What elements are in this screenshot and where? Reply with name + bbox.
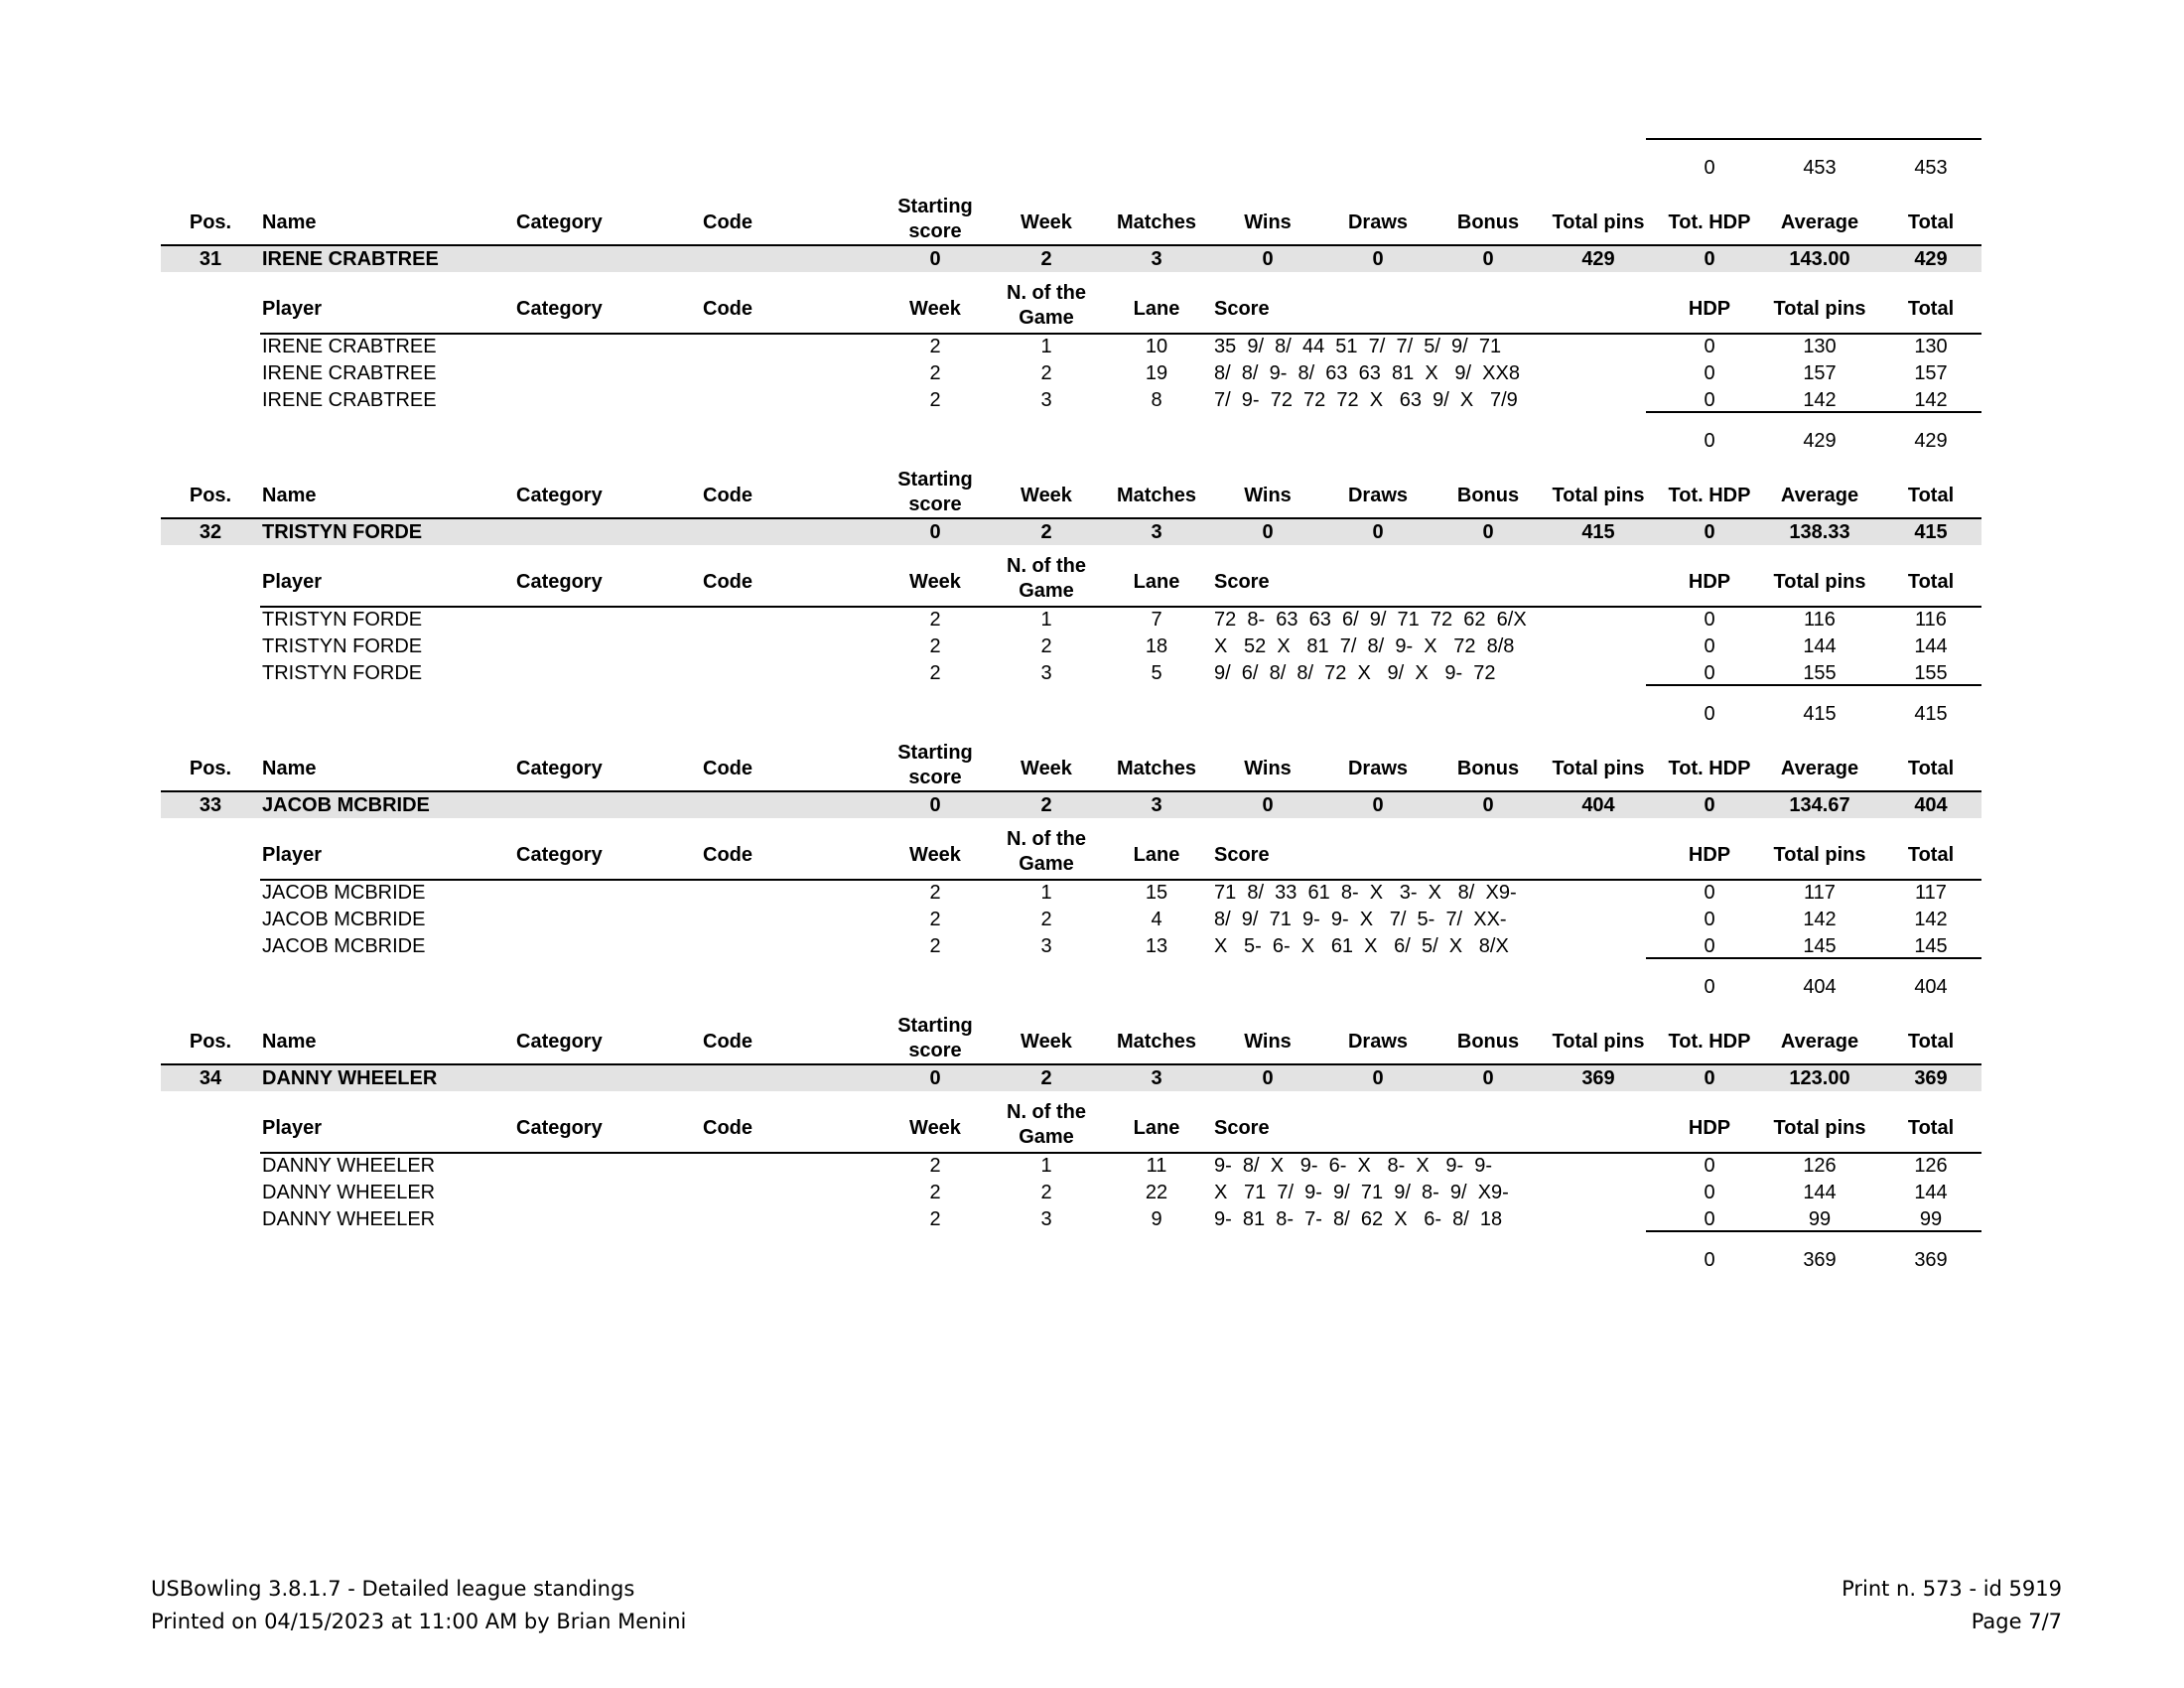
team-34-hdr-tot-hdp: Tot. HDP [1668, 1031, 1751, 1053]
team-33-ghdr-code: Code [703, 844, 752, 866]
team-32-hdr-average: Average [1780, 485, 1859, 506]
team-34-hdr-starting-score [866, 1014, 1005, 1063]
footer-print-id: Print n. 573 - id 5919 [1842, 1577, 2062, 1601]
team-34-average: 123.00 [1789, 1067, 1850, 1089]
team-31-hdr-bonus: Bonus [1456, 211, 1520, 233]
team-32-summary-hdp: 0 [1704, 703, 1715, 725]
team-34-hdr-starting-score-line1: Starting [897, 1015, 973, 1037]
team-32-hdr-starting-score [866, 468, 1005, 517]
team-31-draws: 0 [1372, 248, 1384, 270]
team-31-starting: 0 [929, 248, 941, 270]
team-31-game-3-week: 2 [929, 389, 941, 411]
carry-totals-rule [1646, 138, 1981, 140]
team-33-ghdr-game [977, 827, 1116, 877]
team-32-game-2-score: X 52 X 81 7/ 8/ 9- X 72 8/8 [1214, 635, 1515, 657]
team-34-ghdr-game-line1: N. of the [1007, 1101, 1086, 1123]
team-34-ghdr-game [977, 1100, 1116, 1150]
carry-totals-hdp: 0 [1704, 157, 1715, 179]
team-33-wins: 0 [1262, 794, 1274, 816]
team-32-week: 2 [1040, 521, 1052, 543]
team-34-pos: 34 [199, 1067, 222, 1089]
team-31-game-3-lane: 8 [1151, 389, 1162, 411]
team-32-hdr-total: Total [1907, 485, 1955, 506]
team-34-game-3-lane: 9 [1151, 1208, 1162, 1230]
team-34-hdr-total: Total [1907, 1031, 1955, 1053]
team-31-hdr-wins: Wins [1244, 211, 1292, 233]
team-32-total: 415 [1914, 521, 1948, 543]
team-32-hdr-total-pins: Total pins [1552, 485, 1645, 506]
footer-app: USBowling 3.8.1.7 - Detailed league standings [151, 1577, 635, 1601]
team-33-hdr-pos: Pos. [189, 758, 232, 779]
team-31-week: 2 [1040, 248, 1052, 270]
team-32-game-3-game: 3 [1040, 662, 1052, 684]
team-34-ghdr-lane: Lane [1133, 1117, 1180, 1139]
team-33-game-2-score: 8/ 9/ 71 9- 9- X 7/ 5- 7/ XX- [1214, 909, 1507, 930]
team-34-ghdr-week: Week [909, 1117, 961, 1139]
team-32-game-2-game: 2 [1040, 635, 1052, 657]
team-34-hdr-category: Category [516, 1031, 603, 1053]
team-32-ghdr-game-line2: Game [1019, 580, 1074, 602]
team-33-bonus: 0 [1482, 794, 1494, 816]
team-32-ghdr-code: Code [703, 571, 752, 593]
team-34-ghdr-category: Category [516, 1117, 603, 1139]
team-33-game-3-total-pins: 145 [1803, 935, 1837, 957]
team-34-hdr-week: Week [1021, 1031, 1072, 1053]
team-32-hdr-starting-score-line2: score [908, 493, 962, 515]
team-32-hdr-bonus: Bonus [1456, 485, 1520, 506]
team-32-game-2-lane: 18 [1145, 635, 1168, 657]
team-32-game-3-player: TRISTYN FORDE [262, 662, 423, 684]
team-34-game-2-total-pins: 144 [1803, 1182, 1837, 1203]
team-31-game-1-total: 130 [1914, 336, 1948, 357]
team-33-hdr-name: Name [262, 758, 317, 779]
team-34-game-2-hdp: 0 [1704, 1182, 1715, 1203]
team-33-hdr-category: Category [516, 758, 603, 779]
team-32-game-1-game: 1 [1040, 609, 1052, 631]
team-32-matches: 3 [1151, 521, 1162, 543]
team-32-game-3-lane: 5 [1151, 662, 1162, 684]
team-32-game-3-score: 9/ 6/ 8/ 8/ 72 X 9/ X 9- 72 [1214, 662, 1496, 684]
team-32-hdr-week: Week [1021, 485, 1072, 506]
team-31-hdr-starting-score-line2: score [908, 220, 962, 242]
team-31-game-3-hdp: 0 [1704, 389, 1715, 411]
team-34-game-3-player: DANNY WHEELER [262, 1208, 436, 1230]
team-34-game-2-score: X 71 7/ 9- 9/ 71 9/ 8- 9/ X9- [1214, 1182, 1509, 1203]
team-33-ghdr-hdp: HDP [1688, 844, 1731, 866]
team-32-ghdr-lane: Lane [1133, 571, 1180, 593]
team-31-game-2-game: 2 [1040, 362, 1052, 384]
team-32-game-1-player: TRISTYN FORDE [262, 609, 423, 631]
team-31-game-3-game: 3 [1040, 389, 1052, 411]
team-32-game-2-hdp: 0 [1704, 635, 1715, 657]
team-31-hdr-tot-hdp: Tot. HDP [1668, 211, 1751, 233]
team-32-ghdr-game-line1: N. of the [1007, 555, 1086, 577]
team-31-matches: 3 [1151, 248, 1162, 270]
team-34-hdr-draws: Draws [1347, 1031, 1409, 1053]
team-32-game-1-total: 116 [1915, 609, 1947, 631]
team-31-summary-hdp: 0 [1704, 430, 1715, 452]
team-32-hdr-matches: Matches [1116, 485, 1197, 506]
team-33-game-3-week: 2 [929, 935, 941, 957]
team-32-game-2-week: 2 [929, 635, 941, 657]
team-34-matches: 3 [1151, 1067, 1162, 1089]
team-31-game-1-week: 2 [929, 336, 941, 357]
team-31-tot-hdp: 0 [1704, 248, 1715, 270]
team-34-ghdr-score: Score [1214, 1117, 1270, 1139]
team-33-ghdr-category: Category [516, 844, 603, 866]
team-33-game-1-score: 71 8/ 33 61 8- X 3- X 8/ X9- [1214, 882, 1517, 904]
team-33-hdr-total-pins: Total pins [1552, 758, 1645, 779]
team-34-game-1-lane: 11 [1146, 1155, 1167, 1177]
team-34-bonus: 0 [1482, 1067, 1494, 1089]
team-31-wins: 0 [1262, 248, 1274, 270]
team-33-game-3-player: JACOB MCBRIDE [262, 935, 426, 957]
team-32-wins: 0 [1262, 521, 1274, 543]
team-34-game-2-total: 144 [1914, 1182, 1948, 1203]
team-31-game-2-player: IRENE CRABTREE [262, 362, 437, 384]
team-31-game-1-score: 35 9/ 8/ 44 51 7/ 7/ 5/ 9/ 71 [1214, 336, 1502, 357]
team-32-ghdr-total-pins: Total pins [1773, 571, 1866, 593]
team-31-ghdr-total-pins: Total pins [1773, 298, 1866, 320]
team-34-game-2-player: DANNY WHEELER [262, 1182, 436, 1203]
team-33-game-1-total-pins: 117 [1804, 882, 1836, 904]
team-31-summary-rule [1646, 411, 1981, 413]
team-31-ghdr-game-line2: Game [1019, 307, 1074, 329]
team-34-summary-hdp: 0 [1704, 1249, 1715, 1271]
team-33-ghdr-total-pins: Total pins [1773, 844, 1866, 866]
team-34-draws: 0 [1372, 1067, 1384, 1089]
team-32-game-1-lane: 7 [1151, 609, 1162, 631]
team-34-game-1-game: 1 [1040, 1155, 1052, 1177]
team-32-game-3-total-pins: 155 [1803, 662, 1837, 684]
team-33-hdr-total: Total [1907, 758, 1955, 779]
team-31-game-3-score: 7/ 9- 72 72 72 X 63 9/ X 7/9 [1214, 389, 1518, 411]
team-33-game-1-game: 1 [1040, 882, 1052, 904]
team-32-draws: 0 [1372, 521, 1384, 543]
team-33-ghdr-total: Total [1907, 844, 1955, 866]
team-32-game-2-player: TRISTYN FORDE [262, 635, 423, 657]
team-32-game-2-total: 144 [1914, 635, 1948, 657]
team-33-game-2-total-pins: 142 [1803, 909, 1837, 930]
team-31-total-pins: 429 [1581, 248, 1615, 270]
team-33-hdr-draws: Draws [1347, 758, 1409, 779]
team-33-hdr-matches: Matches [1116, 758, 1197, 779]
team-34-wins: 0 [1262, 1067, 1274, 1089]
team-33-game-3-game: 3 [1040, 935, 1052, 957]
team-31-game-2-total: 157 [1914, 362, 1948, 384]
team-32-hdr-tot-hdp: Tot. HDP [1668, 485, 1751, 506]
team-31-summary-total: 429 [1914, 430, 1948, 452]
team-34-total: 369 [1914, 1067, 1948, 1089]
team-34-hdr-code: Code [703, 1031, 752, 1053]
team-34-game-2-lane: 22 [1145, 1182, 1168, 1203]
team-34-game-1-hdp: 0 [1704, 1155, 1715, 1177]
team-32-game-3-hdp: 0 [1704, 662, 1715, 684]
team-31-game-1-player: IRENE CRABTREE [262, 336, 437, 357]
team-32-game-1-total-pins: 116 [1804, 609, 1836, 631]
team-32-game-1-hdp: 0 [1704, 609, 1715, 631]
team-31-game-1-hdp: 0 [1704, 336, 1715, 357]
team-33-summary-rule [1646, 957, 1981, 959]
team-34-game-3-total-pins: 99 [1808, 1208, 1832, 1230]
team-31-game-1-total-pins: 130 [1803, 336, 1837, 357]
team-34-game-3-score: 9- 81 8- 7- 8/ 62 X 6- 8/ 18 [1214, 1208, 1503, 1230]
team-31-game-2-lane: 19 [1145, 362, 1168, 384]
team-31-bonus: 0 [1482, 248, 1494, 270]
team-33-game-3-score: X 5- 6- X 61 X 6/ 5/ X 8/X [1214, 935, 1509, 957]
team-31-ghdr-lane: Lane [1133, 298, 1180, 320]
team-32-game-3-total: 155 [1914, 662, 1948, 684]
team-33-total-pins: 404 [1581, 794, 1615, 816]
carry-totals-total-pins: 453 [1803, 157, 1837, 179]
team-33-game-3-hdp: 0 [1704, 935, 1715, 957]
team-32-ghdr-total: Total [1907, 571, 1955, 593]
team-33-game-1-hdp: 0 [1704, 882, 1715, 904]
team-32-hdr-code: Code [703, 485, 752, 506]
team-33-draws: 0 [1372, 794, 1384, 816]
team-33-hdr-average: Average [1780, 758, 1859, 779]
team-31-ghdr-category: Category [516, 298, 603, 320]
team-31-total: 429 [1914, 248, 1948, 270]
team-31-hdr-average: Average [1780, 211, 1859, 233]
team-32-ghdr-week: Week [909, 571, 961, 593]
team-33-matches: 3 [1151, 794, 1162, 816]
team-33-week: 2 [1040, 794, 1052, 816]
footer-printed: Printed on 04/15/2023 at 11:00 AM by Brian Menini [151, 1610, 687, 1633]
team-34-game-3-total: 99 [1919, 1208, 1943, 1230]
team-32-ghdr-hdp: HDP [1688, 571, 1731, 593]
team-34-game-3-hdp: 0 [1704, 1208, 1715, 1230]
team-32-bonus: 0 [1482, 521, 1494, 543]
team-33-game-2-week: 2 [929, 909, 941, 930]
team-32-ghdr-game [977, 554, 1116, 604]
team-32-tot-hdp: 0 [1704, 521, 1715, 543]
team-33-game-2-total: 142 [1914, 909, 1948, 930]
team-33-ghdr-lane: Lane [1133, 844, 1180, 866]
team-31-ghdr-code: Code [703, 298, 752, 320]
team-31-average: 143.00 [1789, 248, 1850, 270]
team-34-hdr-wins: Wins [1244, 1031, 1292, 1053]
team-33-hdr-bonus: Bonus [1456, 758, 1520, 779]
team-32-total-pins: 415 [1581, 521, 1615, 543]
team-34-starting: 0 [929, 1067, 941, 1089]
team-31-hdr-code: Code [703, 211, 752, 233]
team-33-total: 404 [1914, 794, 1948, 816]
team-31-hdr-category: Category [516, 211, 603, 233]
team-32-game-1-week: 2 [929, 609, 941, 631]
team-31-summary-total-pins: 429 [1803, 430, 1837, 452]
team-33-average: 134.67 [1789, 794, 1850, 816]
team-33-game-2-game: 2 [1040, 909, 1052, 930]
team-31-hdr-week: Week [1021, 211, 1072, 233]
team-33-game-2-lane: 4 [1151, 909, 1162, 930]
team-33-name: JACOB MCBRIDE [262, 794, 430, 816]
team-32-hdr-name: Name [262, 485, 317, 506]
team-31-hdr-starting-score-line1: Starting [897, 196, 973, 217]
team-31-game-2-score: 8/ 8/ 9- 8/ 63 63 81 X 9/ XX8 [1214, 362, 1520, 384]
team-33-hdr-week: Week [1021, 758, 1072, 779]
team-34-ghdr-total-pins: Total pins [1773, 1117, 1866, 1139]
team-33-game-2-hdp: 0 [1704, 909, 1715, 930]
team-31-ghdr-total: Total [1907, 298, 1955, 320]
team-34-summary-total-pins: 369 [1803, 1249, 1837, 1271]
team-31-game-1-lane: 10 [1145, 336, 1168, 357]
team-33-game-1-week: 2 [929, 882, 941, 904]
team-31-hdr-name: Name [262, 211, 317, 233]
team-33-hdr-code: Code [703, 758, 752, 779]
team-32-summary-total-pins: 415 [1803, 703, 1837, 725]
team-34-hdr-matches: Matches [1116, 1031, 1197, 1053]
team-31-hdr-draws: Draws [1347, 211, 1409, 233]
team-34-game-3-week: 2 [929, 1208, 941, 1230]
team-33-ghdr-game-line2: Game [1019, 853, 1074, 875]
team-34-hdr-total-pins: Total pins [1552, 1031, 1645, 1053]
team-34-hdr-starting-score-line2: score [908, 1040, 962, 1061]
team-33-game-3-total: 145 [1914, 935, 1948, 957]
team-33-game-1-total: 117 [1915, 882, 1947, 904]
team-34-summary-rule [1646, 1230, 1981, 1232]
team-32-hdr-wins: Wins [1244, 485, 1292, 506]
team-31-ghdr-hdp: HDP [1688, 298, 1731, 320]
team-32-hdr-category: Category [516, 485, 603, 506]
team-34-game-2-game: 2 [1040, 1182, 1052, 1203]
team-33-game-1-player: JACOB MCBRIDE [262, 882, 426, 904]
team-34-tot-hdp: 0 [1704, 1067, 1715, 1089]
team-33-ghdr-score: Score [1214, 844, 1270, 866]
team-31-pos: 31 [199, 248, 222, 270]
team-34-name: DANNY WHEELER [262, 1067, 438, 1089]
team-34-game-1-player: DANNY WHEELER [262, 1155, 436, 1177]
team-34-game-1-week: 2 [929, 1155, 941, 1177]
team-33-ghdr-game-line1: N. of the [1007, 828, 1086, 850]
team-34-ghdr-total: Total [1907, 1117, 1955, 1139]
team-34-ghdr-player: Player [262, 1117, 323, 1139]
team-31-game-1-game: 1 [1040, 336, 1052, 357]
team-33-hdr-starting-score-line2: score [908, 767, 962, 788]
team-32-pos: 32 [199, 521, 222, 543]
team-31-hdr-total: Total [1907, 211, 1955, 233]
team-31-hdr-starting-score [866, 195, 1005, 244]
team-32-ghdr-player: Player [262, 571, 323, 593]
team-31-ghdr-game [977, 281, 1116, 331]
team-33-hdr-tot-hdp: Tot. HDP [1668, 758, 1751, 779]
team-31-game-3-total-pins: 142 [1803, 389, 1837, 411]
team-32-hdr-starting-score-line1: Starting [897, 469, 973, 491]
team-32-hdr-pos: Pos. [189, 485, 232, 506]
team-34-ghdr-game-line2: Game [1019, 1126, 1074, 1148]
team-34-game-1-score: 9- 8/ X 9- 6- X 8- X 9- 9- [1214, 1155, 1493, 1177]
team-31-game-2-week: 2 [929, 362, 941, 384]
team-33-game-3-lane: 13 [1145, 935, 1168, 957]
team-31-game-3-total: 142 [1914, 389, 1948, 411]
team-31-ghdr-player: Player [262, 298, 323, 320]
team-33-ghdr-week: Week [909, 844, 961, 866]
team-33-hdr-starting-score-line1: Starting [897, 742, 973, 764]
team-32-name: TRISTYN FORDE [262, 521, 423, 543]
team-32-ghdr-score: Score [1214, 571, 1270, 593]
team-32-game-2-total-pins: 144 [1803, 635, 1837, 657]
team-33-pos: 33 [199, 794, 222, 816]
team-34-hdr-average: Average [1780, 1031, 1859, 1053]
team-34-game-2-week: 2 [929, 1182, 941, 1203]
team-34-hdr-pos: Pos. [189, 1031, 232, 1053]
team-31-game-2-total-pins: 157 [1803, 362, 1837, 384]
footer-page: Page 7/7 [1971, 1610, 2062, 1633]
team-33-summary-hdp: 0 [1704, 976, 1715, 998]
team-31-ghdr-score: Score [1214, 298, 1270, 320]
team-34-week: 2 [1040, 1067, 1052, 1089]
team-34-hdr-bonus: Bonus [1456, 1031, 1520, 1053]
team-34-game-1-total-pins: 126 [1803, 1155, 1837, 1177]
team-31-game-2-hdp: 0 [1704, 362, 1715, 384]
team-32-average: 138.33 [1789, 521, 1850, 543]
team-33-hdr-wins: Wins [1244, 758, 1292, 779]
team-31-hdr-matches: Matches [1116, 211, 1197, 233]
team-32-summary-total: 415 [1914, 703, 1948, 725]
team-34-ghdr-code: Code [703, 1117, 752, 1139]
team-31-name: IRENE CRABTREE [262, 248, 439, 270]
team-33-hdr-starting-score [866, 741, 1005, 790]
team-32-starting: 0 [929, 521, 941, 543]
team-32-summary-rule [1646, 684, 1981, 686]
team-33-game-1-lane: 15 [1145, 882, 1168, 904]
team-33-starting: 0 [929, 794, 941, 816]
team-31-hdr-pos: Pos. [189, 211, 232, 233]
team-34-game-3-game: 3 [1040, 1208, 1052, 1230]
team-32-hdr-draws: Draws [1347, 485, 1409, 506]
carry-totals-total: 453 [1914, 157, 1948, 179]
team-31-hdr-total-pins: Total pins [1552, 211, 1645, 233]
team-32-ghdr-category: Category [516, 571, 603, 593]
team-31-ghdr-week: Week [909, 298, 961, 320]
team-34-summary-total: 369 [1914, 1249, 1948, 1271]
team-33-summary-total: 404 [1914, 976, 1948, 998]
team-34-game-1-total: 126 [1914, 1155, 1948, 1177]
team-34-ghdr-hdp: HDP [1688, 1117, 1731, 1139]
team-31-game-3-player: IRENE CRABTREE [262, 389, 437, 411]
team-33-tot-hdp: 0 [1704, 794, 1715, 816]
team-33-ghdr-player: Player [262, 844, 323, 866]
team-33-summary-total-pins: 404 [1803, 976, 1837, 998]
team-33-game-2-player: JACOB MCBRIDE [262, 909, 426, 930]
team-34-hdr-name: Name [262, 1031, 317, 1053]
team-32-game-3-week: 2 [929, 662, 941, 684]
team-32-game-1-score: 72 8- 63 63 6/ 9/ 71 72 62 6/X [1214, 609, 1527, 631]
team-34-total-pins: 369 [1581, 1067, 1615, 1089]
team-31-ghdr-game-line1: N. of the [1007, 282, 1086, 304]
